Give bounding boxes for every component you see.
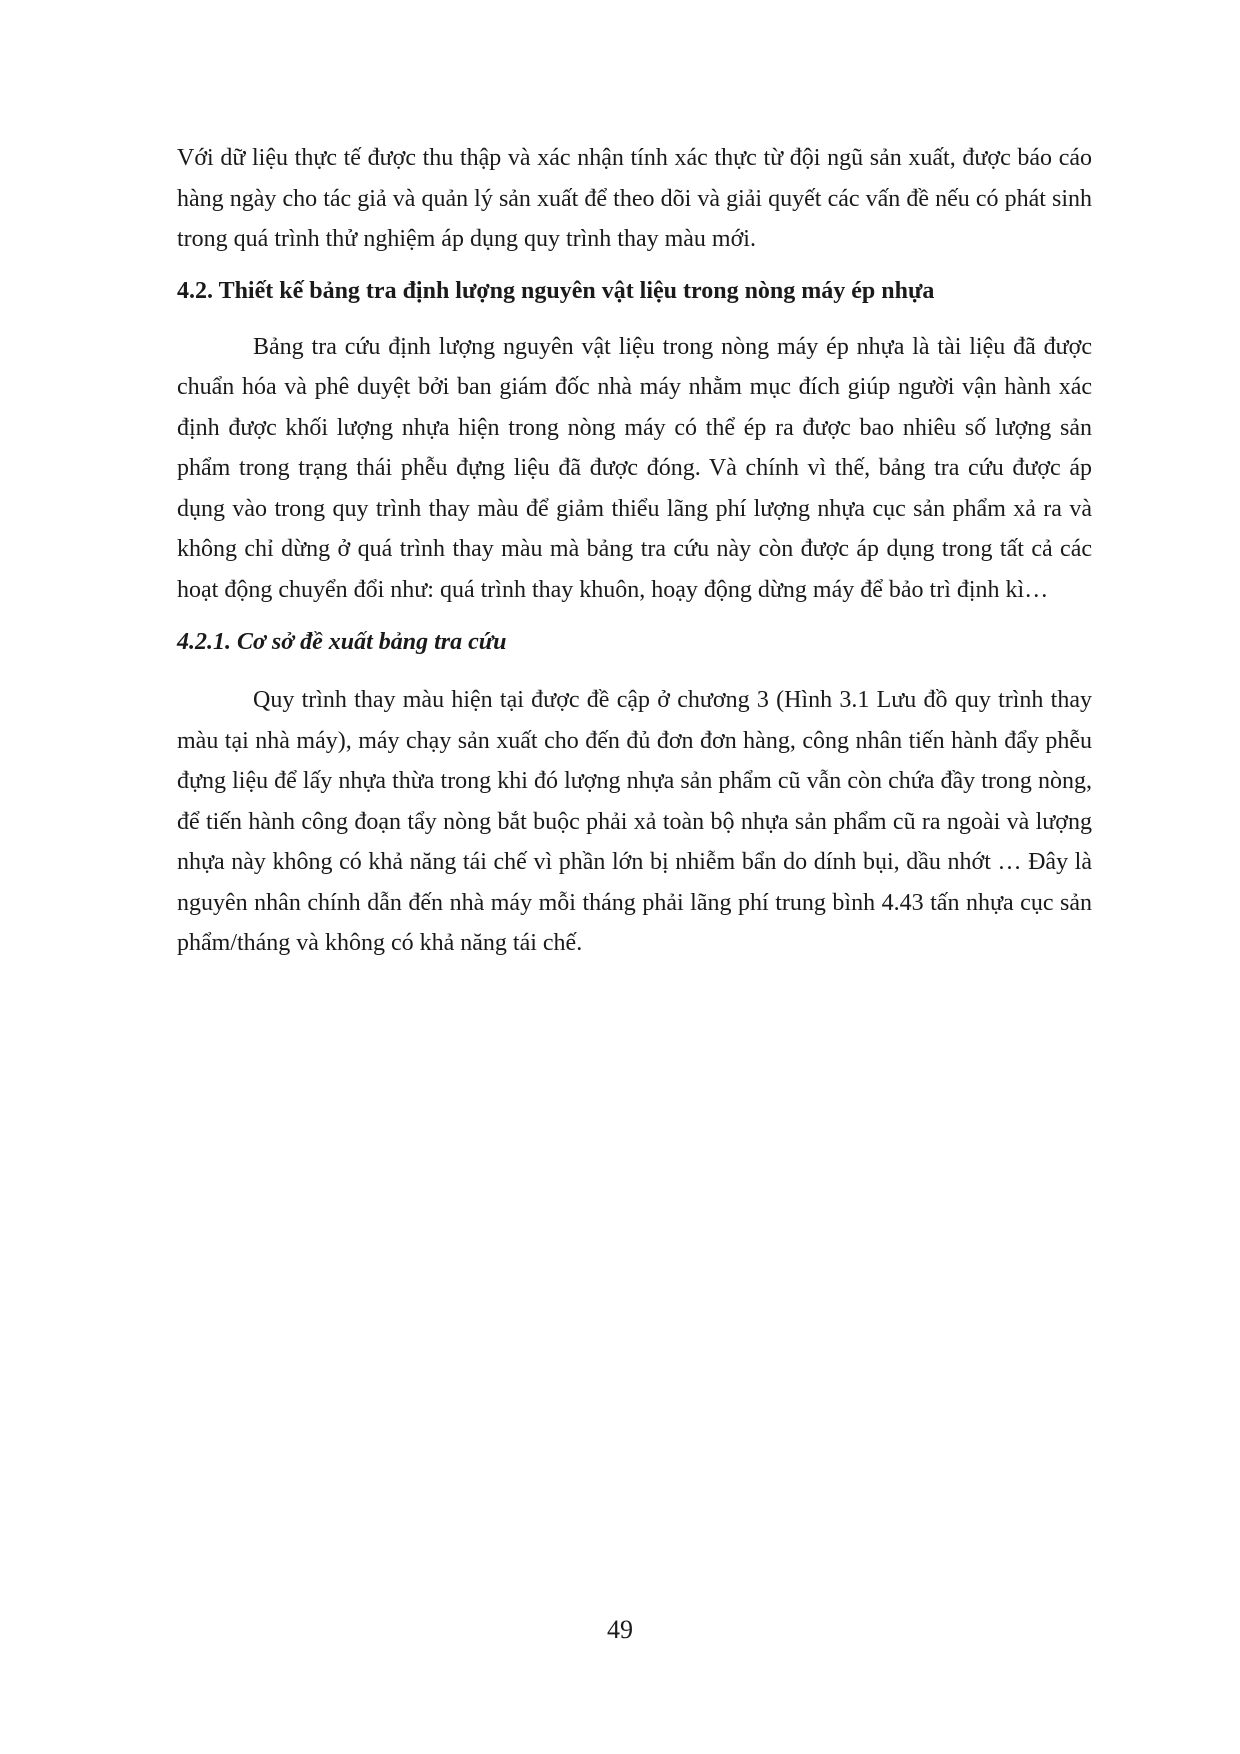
section-4-2-1-paragraph: Quy trình thay màu hiện tại được đề cập ở chương 3 (Hình 3.1 Lưu đồ quy trình thay màu tại nhà máy), máy chạy sản xuất cho đến đủ đơn đơn hàng, công nhân tiến hành đẩy phễu đựng liệu để lấy nhựa thừa trong khi đó lượng nhựa sản phẩm cũ vẫn còn chứa đầy trong nòng, để tiến hành công đoạn tẩy nòng bắt buộc phải xả toàn bộ nhựa sản phẩm cũ ra ngoài và lượng nhựa này không có khả năng tái chế vì phần lớn bị nhiễm bẩn do dính bụi, dầu nhớt … Đây là nguyên nhân chính dẫn đến nhà máy mỗi tháng phải lãng phí trung bình 4.43 tấn nhựa cục sản phẩm/tháng và không có khả năng tái chế. (177, 687, 1092, 956)
section-4-2-paragraph: Bảng tra cứu định lượng nguyên vật liệu trong nòng máy ép nhựa là tài liệu đã được chuẩn hóa và phê duyệt bởi ban giám đốc nhà máy nhằm mục đích giúp người vận hành xác định được khối lượng nhựa hiện trong nòng máy có thể ép ra được bao nhiêu số lượng sản phẩm trong trạng thái phễu đựng liệu đã được đóng. Và chính vì thế, bảng tra cứu được áp dụng vào trong quy trình thay màu để giảm thiểu lãng phí lượng nhựa cục sản phẩm xả ra và không chỉ dừng ở quá trình thay màu mà bảng tra cứu này còn được áp dụng trong tất cả các hoạt động chuyển đổi như: quá trình thay khuôn, hoạy động dừng máy để bảo trì định kì… (177, 333, 1092, 603)
section-heading-4-2-1: 4.2.1. Cơ sở đề xuất bảng tra cứu (177, 629, 507, 655)
page-number: 49 (607, 1615, 633, 1644)
document-page (177, 138, 1092, 964)
intro-paragraph: Với dữ liệu thực tế được thu thập và xác nhận tính xác thực từ đội ngũ sản xuất, được báo cáo hàng ngày cho tác giả và quản lý sản xuất để theo dõi và giải quyết các vấn đề nếu có phát sinh trong quá trình thử nghiệm áp dụng quy trình thay màu mới. (177, 145, 1092, 252)
section-heading-4-2: 4.2. Thiết kế bảng tra định lượng nguyên vật liệu trong nòng máy ép nhựa (177, 277, 935, 304)
